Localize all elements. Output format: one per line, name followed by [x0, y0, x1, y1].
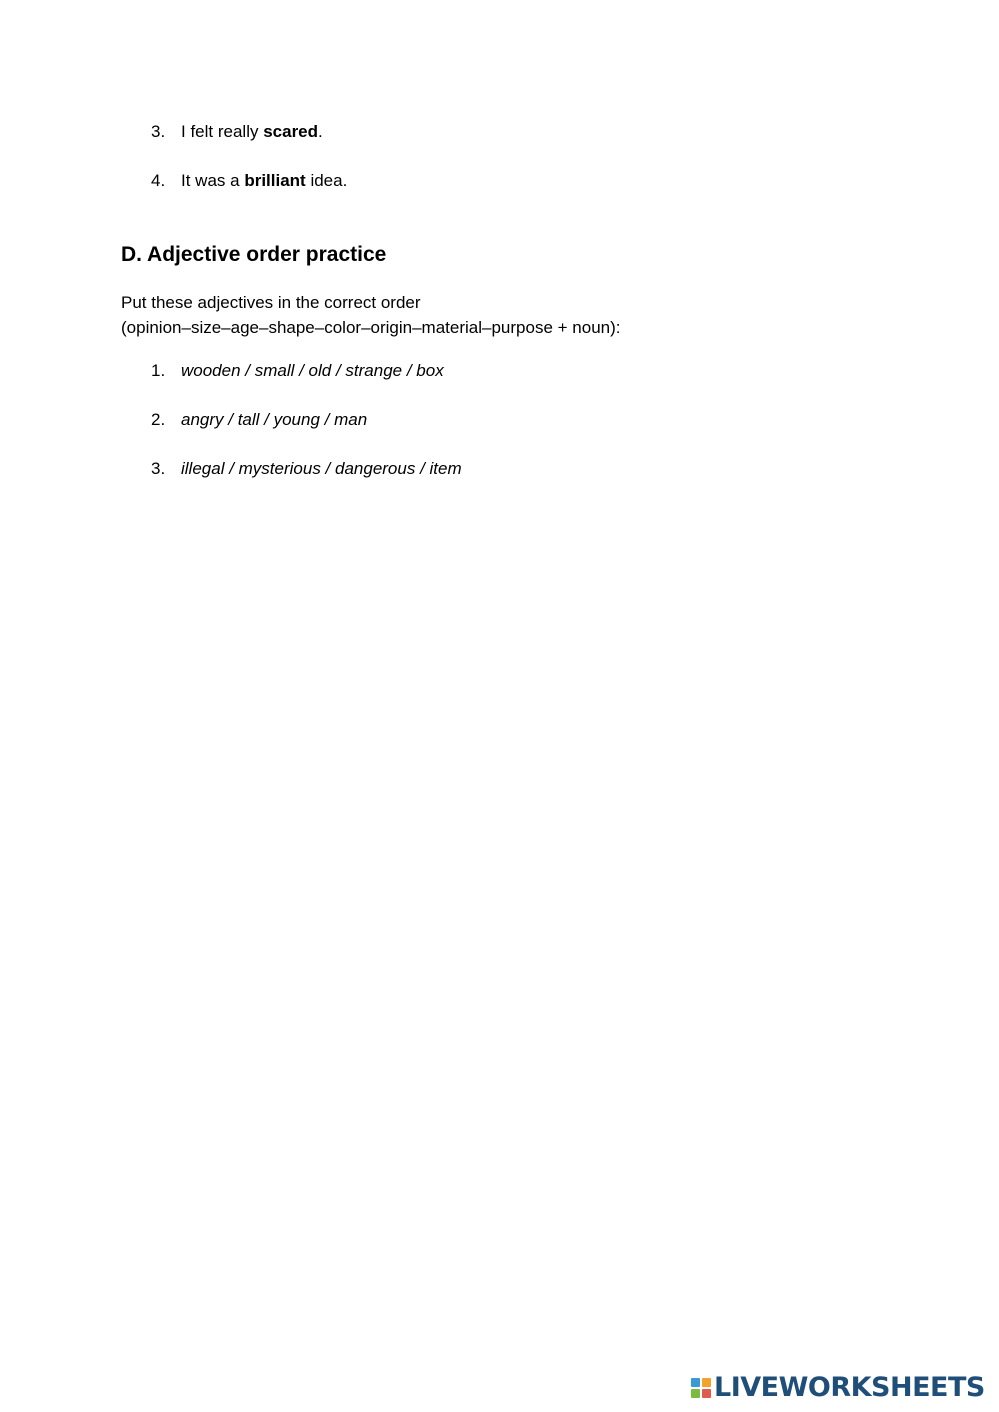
exercise-item	[151, 361, 444, 381]
item-text: illegal / mysterious / dangerous / item	[181, 459, 462, 478]
item-text: angry / tall / young / man	[181, 410, 368, 429]
liveworksheets-logo	[691, 1372, 985, 1404]
list-item	[151, 171, 347, 191]
item-number: 3.	[151, 122, 166, 141]
logo-blocks-icon	[691, 1378, 711, 1398]
exercise-item	[151, 459, 462, 479]
item-number: 3.	[151, 459, 166, 478]
logo-text: LIVEWORKSHEETS	[714, 1372, 985, 1403]
exercise-item	[151, 410, 367, 430]
item-number: 1.	[151, 361, 166, 380]
item-text: I felt really scared.	[181, 122, 323, 141]
list-item	[151, 122, 323, 142]
section-heading: D. Adjective order practice	[121, 243, 387, 266]
instructions	[121, 290, 620, 340]
bold-word: scared	[263, 122, 319, 141]
item-text: wooden / small / old / strange / box	[181, 361, 444, 380]
item-number: 4.	[151, 171, 166, 190]
item-text: It was a brilliant idea.	[181, 171, 348, 190]
bold-word: brilliant	[244, 171, 306, 190]
instruction-line: Put these adjectives in the correct order	[121, 293, 421, 312]
item-number: 2.	[151, 410, 166, 429]
instruction-line: (opinion–size–age–shape–color–origin–material–purpose + noun):	[121, 318, 621, 337]
